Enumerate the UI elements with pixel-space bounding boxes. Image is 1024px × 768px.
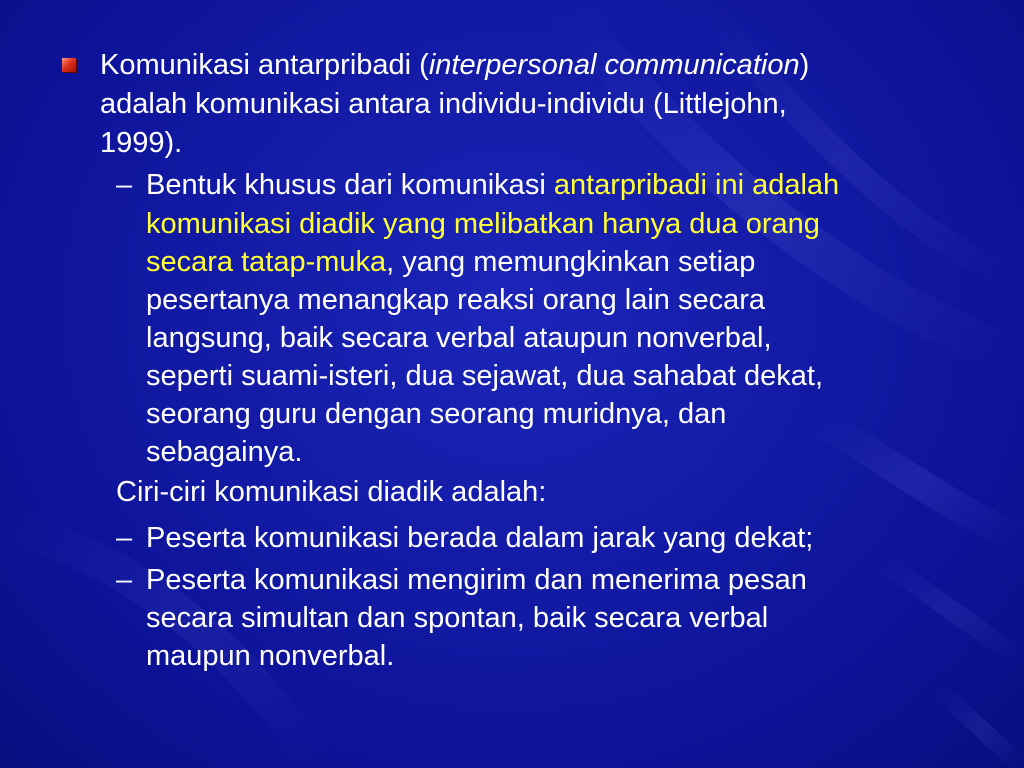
sub1-dash: –	[116, 169, 133, 201]
sub1-line8: sebagainya.	[146, 436, 303, 468]
sub1-line2: komunikasi diadik yang melibatkan hanya dua orang	[146, 208, 820, 240]
sub2-dash: –	[116, 522, 133, 554]
bullet1-text-pre: Komunikasi antarpribadi (	[100, 49, 429, 81]
sub3-dash: –	[116, 564, 133, 596]
sub1-line6: seperti suami-isteri, dua sejawat, dua sahabat dekat,	[146, 360, 824, 392]
sub1-text-post: , yang memungkinkan setiap	[386, 246, 756, 278]
sub1-highlight-3: secara tatap-muka	[146, 246, 387, 278]
bullet1-line1	[100, 47, 809, 83]
sub1-highlight-1: antarpribadi ini adalah	[553, 169, 840, 201]
sub3-line2: secara simultan dan spontan, baik secara verbal	[146, 602, 769, 634]
sub1-line3	[146, 244, 755, 280]
sub1-line7: seorang guru dengan seorang muridnya, dan	[146, 398, 727, 430]
red-square-bullet-icon	[62, 58, 76, 72]
sub1-text-pre: Bentuk khusus dari komunikasi	[146, 169, 554, 201]
sub1-line5: langsung, baik secara verbal ataupun nonverbal,	[146, 322, 772, 354]
sub1-line4: pesertanya menangkap reaksi orang lain secara	[146, 284, 766, 316]
bullet1-line2: adalah komunikasi antara individu-individu (Littlejohn,	[100, 88, 787, 120]
sub3-line3: maupun nonverbal.	[146, 640, 395, 672]
sub3-line1: Peserta komunikasi mengirim dan menerima pesan	[146, 564, 807, 596]
sub2-line1: Peserta komunikasi berada dalam jarak yang dekat;	[146, 522, 814, 554]
ciri-heading: Ciri-ciri komunikasi diadik adalah:	[116, 476, 547, 508]
bullet1-italic-term: interpersonal communication	[428, 49, 800, 81]
bullet1-line3: 1999).	[100, 127, 183, 159]
bullet1-text-post: )	[799, 49, 810, 81]
sub1-line1	[146, 167, 839, 203]
